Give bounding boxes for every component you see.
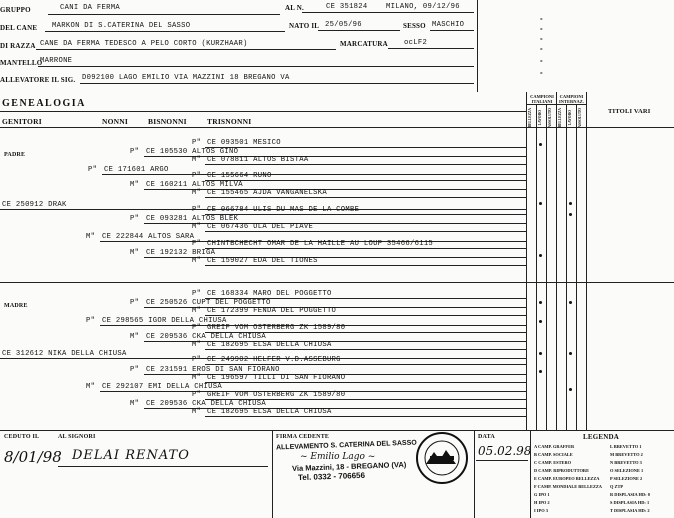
ancestor-entry: CE 168334 MARO DEL POGGETTO bbox=[207, 290, 332, 298]
legend-item: B CAMP. SOCIALE bbox=[534, 452, 573, 457]
gruppo-label: GRUPPO bbox=[0, 6, 31, 14]
ancestor-prefix: P" bbox=[192, 240, 202, 248]
ancestor-prefix: M" bbox=[130, 333, 140, 341]
padre-entry: CE 250912 DRAK bbox=[2, 201, 67, 209]
data-value: 05.02.98 bbox=[478, 444, 532, 458]
ancestor-prefix: P" bbox=[192, 172, 202, 180]
marcatura-value: ocLF2 bbox=[404, 39, 428, 47]
ancestor-prefix: P" bbox=[130, 215, 140, 223]
legend-item: M BREVETTO 2 bbox=[610, 452, 643, 457]
ancestor-entry: CE 155664 RUNO bbox=[207, 172, 272, 180]
ancestor-prefix: M" bbox=[192, 223, 202, 231]
sub-lavoro-int: LAVORO bbox=[568, 110, 572, 126]
ancestor-prefix: P" bbox=[192, 206, 202, 214]
legend-item: A CAMP. GRAFFER bbox=[534, 444, 575, 449]
allevatore-label: ALLEVATORE IL SIG. bbox=[0, 76, 76, 84]
ancestor-entry: CE 155465 AJDA VANGANELSKA bbox=[207, 189, 327, 197]
ancestor-entry: CE 171601 ARGO bbox=[104, 166, 169, 174]
legend-item: E CAMP. EUROPEO BELLEZZA bbox=[534, 476, 600, 481]
sub-bellezza-int: BELLEZZA bbox=[558, 108, 562, 128]
ancestor-entry: CE 209536 CKA DELLA CHIUSA bbox=[146, 333, 266, 341]
title-mark bbox=[539, 352, 542, 355]
ancestor-entry: CE 160211 ALTOS MILVA bbox=[146, 181, 243, 189]
col-nonni: NONNI bbox=[102, 117, 129, 126]
ancestor-entry: GREIF VOM OSTERBERG ZK 1589/80 bbox=[207, 391, 346, 399]
campioni-internaz-header: CAMPIONI INTERNAZ. bbox=[559, 94, 584, 104]
legenda-label: LEGENDA bbox=[583, 433, 620, 441]
ancestor-entry: CE 078811 ALTOS BISTAA bbox=[207, 156, 309, 164]
ancestor-prefix: M" bbox=[192, 374, 202, 382]
ancestor-entry: CE 222844 ALTOS SARA bbox=[102, 233, 195, 241]
ancestor-prefix: P" bbox=[130, 299, 140, 307]
title-mark bbox=[539, 202, 542, 205]
signature-scribble: ~ Emilio Lago ~ bbox=[300, 452, 376, 462]
ancestor-prefix: M" bbox=[130, 181, 140, 189]
nato-label: NATO IL bbox=[289, 22, 320, 30]
cane-value: MARKON DI S.CATERINA DEL SASSO bbox=[52, 22, 191, 30]
stamp-line-2: Via Mazzini, 18 - BREGANO (VA) bbox=[291, 460, 407, 473]
cane-label: DEL CANE bbox=[0, 24, 38, 32]
ceduto-label: CEDUTO IL bbox=[4, 434, 40, 440]
tick-mark: - bbox=[540, 34, 543, 43]
ancestor-prefix: M" bbox=[192, 307, 202, 315]
sub-lavoro: LAVORO bbox=[538, 110, 542, 126]
legend-item: D CAMP. RIPRODUTTORE bbox=[534, 468, 590, 473]
stamp-line-3: Tel. 0332 - 706656 bbox=[297, 470, 366, 483]
mantello-value: MARRONE bbox=[40, 57, 73, 65]
ceduto-value: 8/01/98 bbox=[4, 448, 62, 466]
col-genitori: GENITORI bbox=[2, 117, 42, 126]
ancestor-prefix: M" bbox=[192, 156, 202, 164]
marcatura-label: MARCATURA bbox=[340, 40, 388, 48]
tick-mark: - bbox=[540, 44, 543, 53]
ancestor-prefix: P" bbox=[88, 166, 98, 174]
gruppo-value: CANI DA FERMA bbox=[60, 4, 120, 12]
ancestor-prefix: M" bbox=[86, 233, 96, 241]
al-n-label: AL N. bbox=[285, 4, 304, 12]
ancestor-prefix: P" bbox=[192, 324, 202, 332]
ancestor-entry: CE 250526 CUPT DEL POGGETTO bbox=[146, 299, 271, 307]
legend-item: T DISPLASIA HD: 2 bbox=[610, 508, 650, 513]
legend-item: P SELEZIONE 2 bbox=[610, 476, 643, 481]
legend-item: I IPO 3 bbox=[534, 508, 548, 513]
ancestor-prefix: M" bbox=[192, 189, 202, 197]
title-mark bbox=[539, 301, 542, 304]
ancestor-entry: CE 105530 ALTOS GINO bbox=[146, 148, 239, 156]
ancestor-entry: CE 093281 ALTOS BLEK bbox=[146, 215, 239, 223]
title-mark bbox=[569, 213, 572, 216]
title-mark bbox=[539, 143, 542, 146]
ancestor-entry: CE 067436 ULA DEL PIAVE bbox=[207, 223, 314, 231]
legend-item: G IPO 1 bbox=[534, 492, 550, 497]
title-mark bbox=[569, 202, 572, 205]
campioni-italiani-header: CAMPIONI ITALIANI bbox=[530, 94, 554, 104]
col-bisnonni: BISNONNI bbox=[148, 117, 187, 126]
ancestor-prefix: P" bbox=[130, 148, 140, 156]
title-mark bbox=[569, 352, 572, 355]
legend-item: O SELEZIONE 1 bbox=[610, 468, 644, 473]
legend-item: H IPO 2 bbox=[534, 500, 550, 505]
legend-item: F CAMP. MONDIALE BELLEZZA bbox=[534, 484, 602, 489]
ancestor-entry: CE 249902 HELFER V.D.ASSEBURG bbox=[207, 356, 341, 364]
ancestor-entry: CE 159027 EDA DEL TIONES bbox=[207, 257, 318, 265]
sub-assoluto-int: ASSOLUTO bbox=[578, 108, 582, 128]
stamp-line-1: ALLEVAMENTO S. CATERINA DEL SASSO bbox=[275, 439, 417, 452]
ancestor-prefix: M" bbox=[192, 408, 202, 416]
ancestor-entry: CE 182695 ELSA DELLA CHIUSA bbox=[207, 408, 332, 416]
ancestor-prefix: M" bbox=[130, 400, 140, 408]
ancestor-prefix: P" bbox=[86, 317, 96, 325]
legend-item: N BREVETTO 3 bbox=[610, 460, 642, 465]
title-mark bbox=[539, 254, 542, 257]
ancestor-entry: CE 182695 ELSA DELLA CHIUSA bbox=[207, 341, 332, 349]
ancestor-prefix: P" bbox=[192, 391, 202, 399]
data-label: DATA bbox=[478, 434, 495, 440]
ancestor-entry: CE 066784 ULIS DU MAS DE LA COMBE bbox=[207, 206, 360, 214]
ancestor-entry: GREIF VOM OSTERBERG ZK 1589/80 bbox=[207, 324, 346, 332]
section-title: GENEALOGIA bbox=[2, 98, 86, 109]
legend-item: R DISPLASIA HD: 0 bbox=[610, 492, 650, 497]
allevatore-value: D092100 LAGO EMILIO VIA MAZZINI 18 BREGANO VA bbox=[82, 74, 290, 82]
signori-label: AL SIGNORI bbox=[58, 434, 96, 440]
ancestor-entry: CE 196597 TILLI DI SAN FIORANO bbox=[207, 374, 346, 382]
sub-bellezza: BELLEZZA bbox=[528, 108, 532, 128]
ancestor-prefix: P" bbox=[192, 139, 202, 147]
ancestor-entry: CE 298565 IGOR DELLA CHIUSA bbox=[102, 317, 227, 325]
ancestor-entry: CE 292107 EMI DELLA CHIUSA bbox=[102, 383, 222, 391]
tick-mark: - bbox=[540, 24, 543, 33]
tick-mark: - bbox=[540, 14, 543, 23]
al-n-value: CE 351824 bbox=[326, 3, 368, 11]
ancestor-prefix: M" bbox=[192, 341, 202, 349]
col-trisnonni: TRISNONNI bbox=[207, 117, 252, 126]
sesso-label: SESSO bbox=[403, 22, 426, 30]
legend-item: S DISPLASIA HD: 1 bbox=[610, 500, 650, 505]
title-mark bbox=[569, 388, 572, 391]
titoli-vari-header: TITOLI VARI bbox=[608, 108, 651, 115]
legend-item: L BREVETTO 1 bbox=[610, 444, 642, 449]
ancestor-prefix: P" bbox=[192, 356, 202, 364]
madre-entry: CE 312612 NIKA DELLA CHIUSA bbox=[2, 350, 127, 358]
madre-label: MADRE bbox=[4, 303, 28, 309]
ancestor-entry: CE 172399 FENDA DEL POGGETTO bbox=[207, 307, 337, 315]
place-date-value: MILANO, 09/12/96 bbox=[386, 3, 460, 11]
ancestor-entry: CE 231591 EROS DI SAN FIORANO bbox=[146, 366, 280, 374]
mantello-label: MANTELLO bbox=[0, 59, 43, 67]
legend-item: Q ZTP bbox=[610, 484, 624, 489]
ancestor-prefix: M" bbox=[130, 249, 140, 257]
ancestor-prefix: P" bbox=[130, 366, 140, 374]
nato-value: 25/05/96 bbox=[325, 21, 362, 29]
ancestor-prefix: M" bbox=[86, 383, 96, 391]
legend-item: C CAMP. ESTERO bbox=[534, 460, 572, 465]
sesso-value: MASCHIO bbox=[432, 21, 465, 29]
title-mark bbox=[569, 301, 572, 304]
title-mark bbox=[539, 370, 542, 373]
razza-label: DI RAZZA bbox=[0, 42, 36, 50]
ancestor-entry: CHINTBCHECHT OMAR DE LA HAILLE AU LOUP 35466/6115 bbox=[207, 240, 434, 248]
tick-mark: - bbox=[540, 68, 543, 77]
razza-value: CANE DA FERMA TEDESCO A PELO CORTO (KURZHAAR) bbox=[40, 40, 248, 48]
firma-label: FIRMA CEDENTE bbox=[276, 434, 330, 440]
sub-assoluto: ASSOLUTO bbox=[548, 108, 552, 128]
signori-value: DELAI RENATO bbox=[72, 448, 190, 463]
ancestor-prefix: M" bbox=[192, 257, 202, 265]
ancestor-entry: CE 192132 BRIGA bbox=[146, 249, 216, 257]
title-mark bbox=[539, 320, 542, 323]
ancestor-entry: CE 093501 MESICO bbox=[207, 139, 281, 147]
padre-label: PADRE bbox=[4, 152, 26, 158]
ancestor-entry: CE 209536 CKA DELLA CHIUSA bbox=[146, 400, 266, 408]
enci-seal bbox=[414, 430, 470, 486]
ancestor-prefix: P" bbox=[192, 290, 202, 298]
tick-mark: - bbox=[540, 56, 543, 65]
